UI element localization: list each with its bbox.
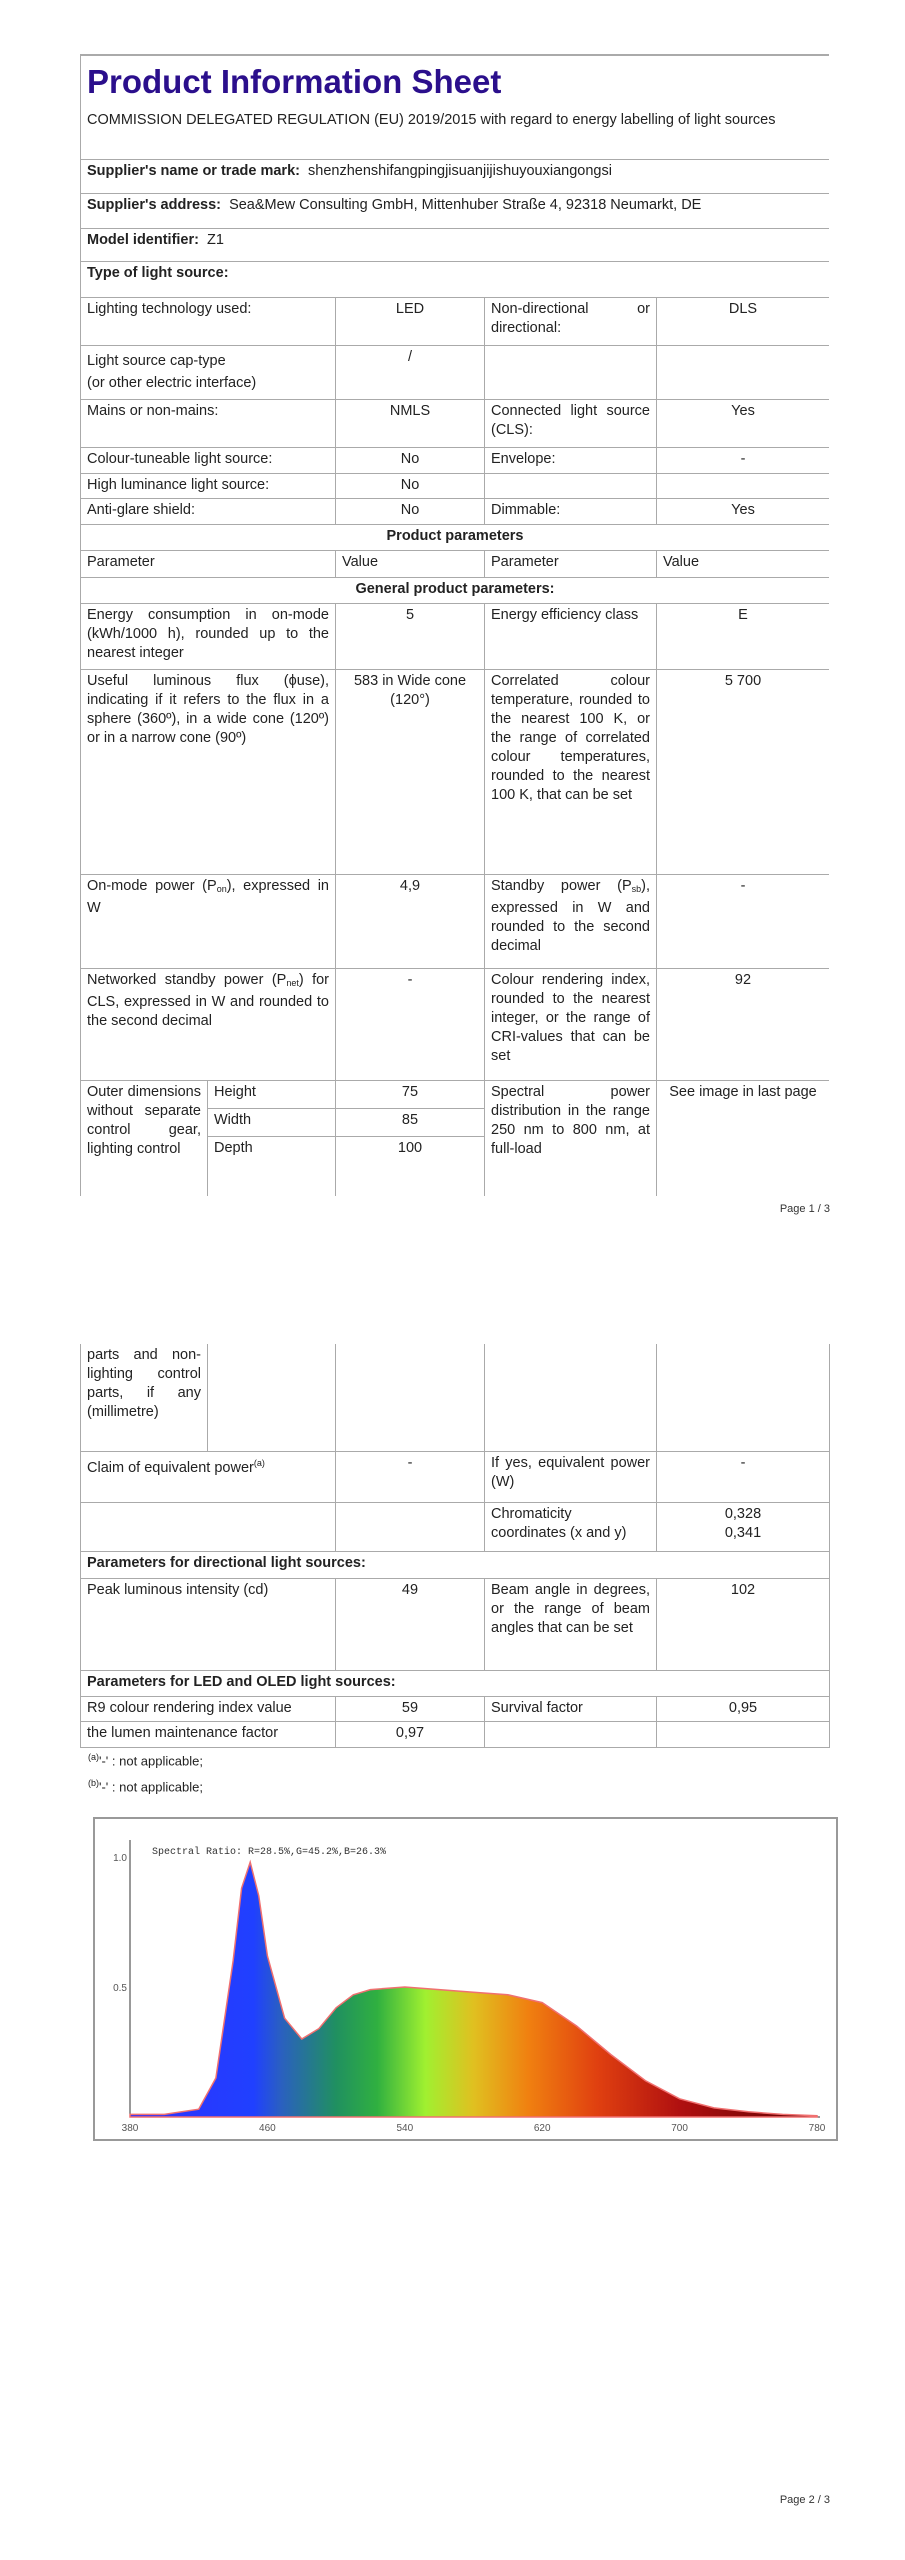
param-label: Chromaticity coordinates (x and y) bbox=[485, 1502, 657, 1551]
x-tick-label: 780 bbox=[808, 2123, 826, 2134]
param-label: Energy efficiency class bbox=[485, 604, 657, 670]
param-value bbox=[657, 474, 830, 499]
model-row bbox=[81, 229, 830, 262]
table-row bbox=[81, 1578, 830, 1670]
column-header: Parameter bbox=[81, 551, 336, 578]
param-label: Spectral power distribution in the range 250 nm to 800 nm, at full-load bbox=[485, 1081, 657, 1197]
footnote-text: '-' : not applicable; bbox=[99, 1753, 203, 1769]
param-value bbox=[657, 1502, 830, 1551]
param-value: - bbox=[657, 875, 830, 969]
footnote-text: '-' : not applicable; bbox=[99, 1779, 203, 1795]
general-parameters-heading: General product parameters: bbox=[81, 578, 830, 604]
param-value: 102 bbox=[657, 1578, 830, 1670]
column-header: Parameter bbox=[485, 551, 657, 578]
table-row bbox=[81, 1721, 830, 1747]
param-label: If yes, equivalent power (W) bbox=[485, 1451, 657, 1502]
param-value: 5 700 bbox=[657, 670, 830, 875]
footnote-ref: (a) bbox=[253, 1457, 265, 1468]
footnote bbox=[88, 1778, 203, 1794]
param-value: 59 bbox=[336, 1696, 485, 1721]
page-2-table bbox=[80, 1344, 829, 1748]
supplier-address-label: Supplier's address: bbox=[87, 197, 221, 213]
led-heading: Parameters for LED and OLED light sources: bbox=[81, 1670, 830, 1696]
dimensions-label-continued: parts and non-lighting control parts, if any (millimetre) bbox=[81, 1344, 208, 1451]
height-label: Height bbox=[208, 1081, 336, 1109]
column-header-row bbox=[81, 551, 830, 578]
param-value: 92 bbox=[657, 969, 830, 1081]
param-value: 4,9 bbox=[336, 875, 485, 969]
chromaticity-x: 0,328 bbox=[724, 1505, 762, 1522]
label-text: Claim of equivalent power bbox=[87, 1459, 254, 1476]
param-value: / bbox=[336, 346, 485, 400]
page-1-table bbox=[80, 54, 829, 1196]
page-title: Product Information Sheet bbox=[87, 63, 502, 100]
supplier-address: Sea&Mew Consulting GmbH, Mittenhuber Straße 4, 92318 Neumarkt, DE bbox=[229, 197, 702, 213]
param-value: Yes bbox=[657, 499, 830, 525]
y-tick-label: 0.5 bbox=[113, 1983, 127, 1994]
footnote-mark: (b) bbox=[88, 1778, 99, 1788]
param-label: Anti-glare shield: bbox=[81, 499, 336, 525]
table-row bbox=[81, 604, 830, 670]
x-tick-label: 620 bbox=[533, 2123, 551, 2134]
x-tick-label: 540 bbox=[396, 2123, 414, 2134]
param-value: Yes bbox=[657, 400, 830, 448]
page-number: Page 1 / 3 bbox=[779, 1203, 830, 1215]
height-value: 75 bbox=[336, 1081, 485, 1109]
subscript: sb bbox=[631, 884, 642, 894]
table-row bbox=[81, 1451, 830, 1502]
param-label: Lighting technology used: bbox=[81, 298, 336, 346]
directional-heading: Parameters for directional light sources: bbox=[81, 1551, 830, 1578]
regulation-text: COMMISSION DELEGATED REGULATION (EU) 2019/2015 with regard to energy labelling of light sources bbox=[87, 112, 776, 128]
param-label: Survival factor bbox=[485, 1696, 657, 1721]
subscript: net bbox=[286, 978, 299, 988]
param-value: - bbox=[657, 448, 830, 474]
param-value: DLS bbox=[657, 298, 830, 346]
param-label bbox=[485, 875, 657, 969]
param-label: Colour-tuneable light source: bbox=[81, 448, 336, 474]
column-header: Value bbox=[336, 551, 485, 578]
x-tick-label: 460 bbox=[259, 2123, 276, 2134]
param-label bbox=[485, 474, 657, 499]
cap-type-sublabel: (or other electric interface) bbox=[87, 375, 257, 391]
param-value: 583 in Wide cone (120°) bbox=[336, 670, 485, 875]
param-value: - bbox=[657, 1451, 830, 1502]
type-heading: Type of light source: bbox=[81, 262, 830, 298]
label-text: On-mode power (P bbox=[87, 878, 217, 894]
y-tick-label: 1.0 bbox=[113, 1853, 127, 1864]
param-label: Dimmable: bbox=[485, 499, 657, 525]
table-row bbox=[81, 1081, 830, 1109]
table-row bbox=[81, 670, 830, 875]
param-value: 49 bbox=[336, 1578, 485, 1670]
dimensions-label: Outer dimensions without separate control gear, lighting control bbox=[81, 1081, 208, 1197]
param-label: Beam angle in degrees, or the range of beam angles that can be set bbox=[485, 1578, 657, 1670]
label-text: Networked standby power (P bbox=[87, 972, 287, 988]
supplier-name: shenzhenshifangpingjisuanjijishuyouxiangongsi bbox=[308, 163, 612, 179]
param-label: R9 colour rendering index value bbox=[81, 1696, 336, 1721]
table-row bbox=[81, 499, 830, 525]
param-label: the lumen maintenance factor bbox=[81, 1721, 336, 1747]
param-label: Non-directional or directional: bbox=[485, 298, 657, 346]
label-text: ), expressed in W bbox=[87, 878, 329, 916]
param-value: No bbox=[336, 448, 485, 474]
width-label: Width bbox=[208, 1109, 336, 1137]
table-row bbox=[81, 346, 830, 400]
param-label: Useful luminous flux (ϕuse), indicating if it refers to the flux in a sphere (360º), in a wide cone (120º) or in a narrow cone (90º) bbox=[81, 670, 336, 875]
table-row bbox=[81, 1502, 830, 1551]
header-cell bbox=[81, 56, 830, 160]
param-label: Colour rendering index, rounded to the nearest integer, or the range of CRI-values that can be set bbox=[485, 969, 657, 1081]
depth-value: 100 bbox=[336, 1137, 485, 1197]
param-value: No bbox=[336, 499, 485, 525]
model-label: Model identifier: bbox=[87, 232, 199, 248]
param-value: - bbox=[336, 969, 485, 1081]
param-label: Connected light source (CLS): bbox=[485, 400, 657, 448]
model-identifier: Z1 bbox=[207, 232, 224, 248]
param-value: No bbox=[336, 474, 485, 499]
param-label: Envelope: bbox=[485, 448, 657, 474]
param-label bbox=[81, 875, 336, 969]
chromaticity-y: 0,341 bbox=[724, 1524, 762, 1541]
cap-type-label: Light source cap-type bbox=[87, 353, 226, 369]
supplier-name-row bbox=[81, 160, 830, 194]
label-text: ) for CLS, expressed in W and rounded to the second decimal bbox=[87, 972, 330, 1029]
param-value: LED bbox=[336, 298, 485, 346]
param-label: Energy consumption in on-mode (kWh/1000 h), rounded up to the nearest integer bbox=[81, 604, 336, 670]
param-label: Mains or non-mains: bbox=[81, 400, 336, 448]
table-row bbox=[81, 298, 830, 346]
x-tick-label: 700 bbox=[671, 2123, 688, 2134]
table-row bbox=[81, 1696, 830, 1721]
param-label: Correlated colour temperature, rounded to the nearest 100 K, or the range of correlated colour temperatures, rounded to the nearest 100 K, that can be set bbox=[485, 670, 657, 875]
param-label bbox=[485, 346, 657, 400]
table-row bbox=[81, 448, 830, 474]
label-text: Standby power (P bbox=[491, 878, 632, 894]
param-label bbox=[81, 346, 336, 400]
table-row bbox=[81, 400, 830, 448]
subscript: on bbox=[216, 884, 227, 894]
param-value: - bbox=[336, 1451, 485, 1502]
spectral-power-chart bbox=[80, 1810, 840, 2160]
table-row bbox=[81, 875, 830, 969]
supplier-address-row bbox=[81, 194, 830, 229]
supplier-name-label: Supplier's name or trade mark: bbox=[87, 163, 300, 179]
label-text: ), expressed in W and rounded to the second decimal bbox=[491, 878, 650, 954]
param-label: High luminance light source: bbox=[81, 474, 336, 499]
table-row bbox=[81, 1344, 830, 1451]
param-value: 0,97 bbox=[336, 1721, 485, 1747]
page-number: Page 2 / 3 bbox=[779, 2494, 830, 2506]
param-value: E bbox=[657, 604, 830, 670]
x-tick-label: 380 bbox=[121, 2123, 139, 2134]
param-label bbox=[81, 969, 336, 1081]
param-value: See image in last page bbox=[657, 1081, 830, 1197]
param-value: 0,95 bbox=[657, 1696, 830, 1721]
product-parameters-heading: Product parameters bbox=[81, 525, 830, 551]
param-value bbox=[657, 346, 830, 400]
param-value: NMLS bbox=[336, 400, 485, 448]
param-label bbox=[81, 1451, 336, 1502]
footnote-mark: (a) bbox=[88, 1752, 99, 1762]
depth-label: Depth bbox=[208, 1137, 336, 1197]
table-row bbox=[81, 969, 830, 1081]
width-value: 85 bbox=[336, 1109, 485, 1137]
param-value: 5 bbox=[336, 604, 485, 670]
table-row bbox=[81, 474, 830, 499]
param-label: Peak luminous intensity (cd) bbox=[81, 1578, 336, 1670]
footnote bbox=[88, 1752, 203, 1768]
column-header: Value bbox=[657, 551, 830, 578]
chart-title: Spectral Ratio: R=28.5%,G=45.2%,B=26.3% bbox=[152, 1847, 387, 1858]
